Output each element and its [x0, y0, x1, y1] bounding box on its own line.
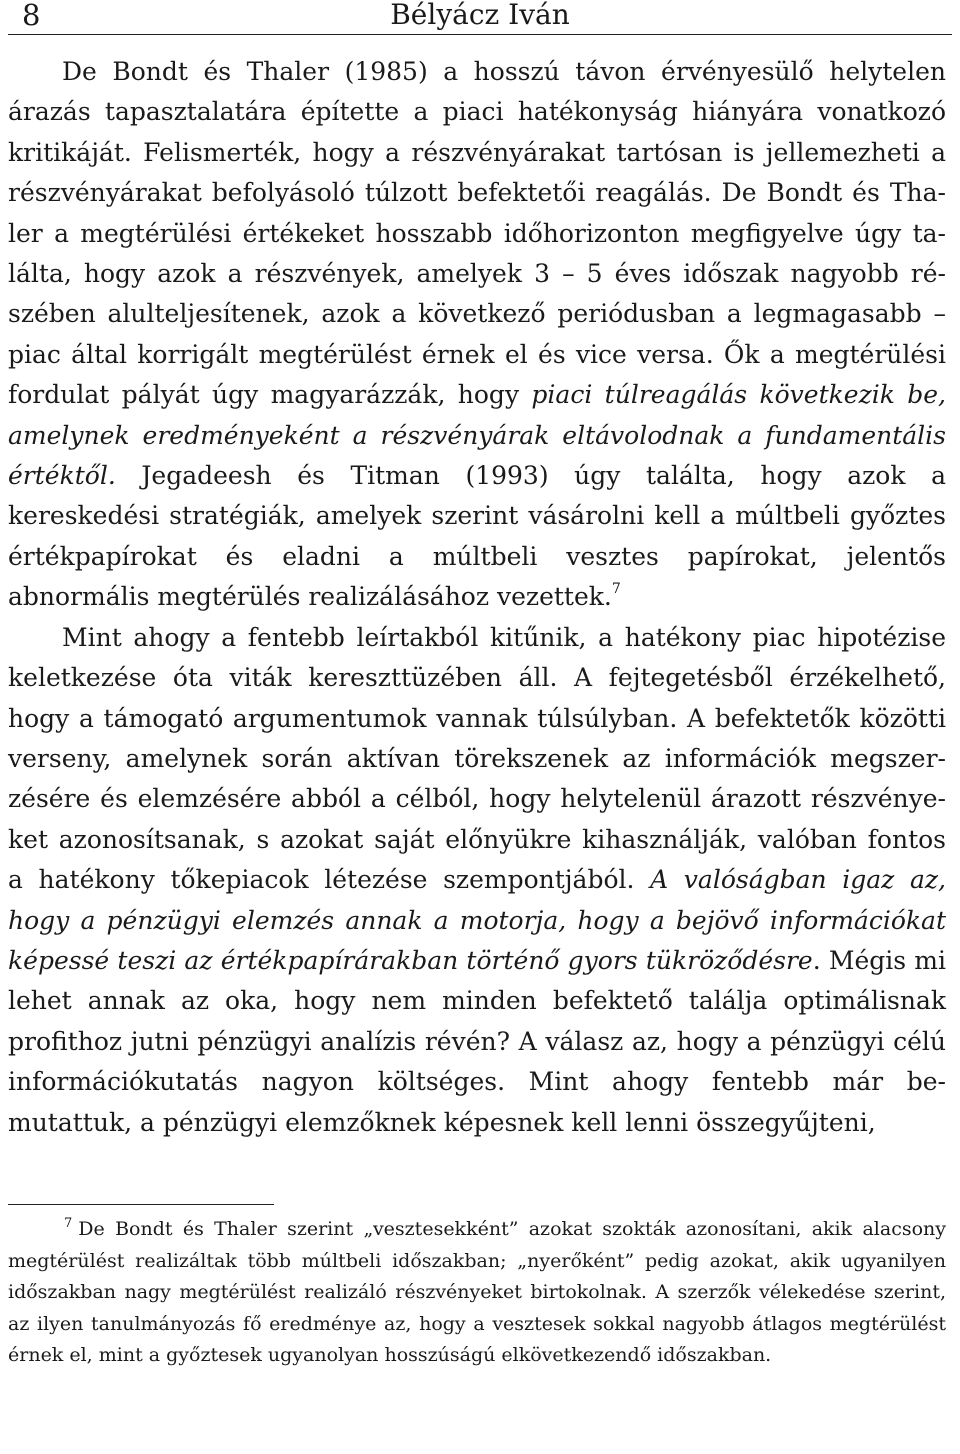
main-text: [8, 52, 946, 1143]
paragraph-1-italic: piaci túlreagálás következik be, amelynek eredményeként a részvényárak eltávolodnak a fundamentális értéktől.: [8, 380, 946, 491]
paragraph-2-text-b: . Mégis mi lehet annak az oka, hogy nem minden befektető találja optimálisnak profithoz jutni pénzügyi analízis révén? A válasz az, hogy a pénzügyi célú információkutatás nagyon költséges. Mint ahogy fentebb már bemutattuk, a pénzügyi elemzőknek képesnek kell lenni összegyűjteni,: [8, 945, 947, 1137]
page-number: 8: [22, 0, 41, 32]
footnote-paragraph: [8, 1214, 946, 1372]
footnote-number: 7: [64, 1216, 73, 1231]
paragraph-1: [8, 52, 946, 618]
footnote-text: De Bondt és Thaler szerint „vesztesekként” azokat szokták azonosítani, akik alacsony megtérülést realizáltak több múltbeli időszakban; „nyerőként” pedig azokat, akik ugyanilyen időszakban nagy megtérülést realizáló részvényeket birtokolnak. A szerzők vélekedése szerint, az ilyen tanulmányozás fő eredménye az, hogy a vesztesek sokkal nagyobb átlagos megtérülést érnek el, mint a győztesek ugyanolyan hosszúságú elkövetkezendő időszakban.: [8, 1218, 946, 1366]
footnote: [8, 1214, 946, 1372]
footnote-divider: [8, 1204, 274, 1205]
footnote-reference[interactable]: 7: [611, 581, 621, 598]
paragraph-2: [8, 618, 946, 1143]
running-title: Bélyácz Iván: [390, 0, 570, 31]
paragraph-1-text-a: De Bondt és Thaler (1985) a hosszú távon érvényesülő helytelen árazás tapasztalatára építette a piaci hatékonyság hiányára vonatkozó kritikáját. Felismerték, hogy a részvényárakat tartósan is jellemezheti a részvényárakat befolyásoló túlzott befektetői reagálás. De Bondt és Thaler a megtérülési értékeket hosszabb időhorizonton megfigyelve úgy találta, hogy azok a részvények, amelyek 3 – 5 éves időszak nagyobb részében alulteljesítenek, azok a következő periódusban a legmagasabb – piac által korrigált megtérülést érnek el és vice versa. Ők a megtérülési fordulat pályát úgy magyarázzák, hogy: [8, 57, 946, 410]
page-header: [8, 0, 952, 35]
paragraph-1-text-b: Jegadeesh és Titman (1993) úgy találta, hogy azok a kereskedési stratégiák, amelyek szerint vásárolni kell a múltbeli győztes értékpapírokat és eladni a múltbeli vesztes papírokat, jelentős abnormális megtérülés realizálásához vezettek.: [8, 461, 946, 612]
paragraph-2-italic: A valóságban igaz az, hogy a pénzügyi elemzés annak a motorja, hogy a bejövő információkat képessé teszi az értékpapírárakban történő gyors tükröződésre: [8, 865, 946, 975]
paragraph-2-text-a: Mint ahogy a fentebb leírtakból kitűnik, a hatékony piac hipotézise keletkezése óta viták kereszttüzében áll. A fejtegetésből érzékelhető, hogy a támogató argumentumok vannak túlsúlyban. A befektetők közötti verseny, amelynek során aktívan törekszenek az információk megszerzésére és elemzésére abból a célból, hogy helytelenül árazott részvényeket azonosítsanak, s azokat saját előnyükre kihasználják, valóban fontos a hatékony tőkepiacok létezése szempontjából.: [8, 622, 946, 895]
